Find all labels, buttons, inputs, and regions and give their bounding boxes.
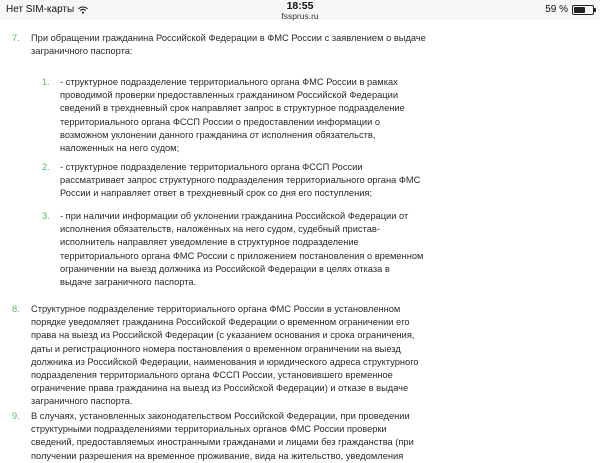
text-line: даты и регистрационного номера постановления о временном ограничении на выезд <box>31 343 401 354</box>
item-text <box>60 161 590 201</box>
text-line: исполнитель направляет уведомление в структурное подразделение <box>60 237 359 248</box>
item-number: 1. <box>42 77 50 87</box>
item-number: 3. <box>42 211 50 221</box>
status-right <box>545 4 594 15</box>
text-line: России и направляет ответ в трехдневный срок со дня его поступления; <box>60 188 373 199</box>
page-url[interactable]: fssprus.ru <box>281 11 319 21</box>
text-line: При обращении гражданина Российской Федерации в ФМС России с заявлением о выдаче <box>31 33 426 43</box>
text-line: ограничении на выезд должника из Российской Федерации в целях отказа в <box>60 263 390 274</box>
item-text <box>60 76 590 155</box>
text-line: наложенных на него судом; <box>60 143 180 154</box>
battery-icon <box>572 5 594 15</box>
text-line: территориального органа ФССП России о предоставлении информации о <box>60 116 381 127</box>
text-line: рассматривает запрос структурного подразделения территориального органа ФМС <box>60 175 421 186</box>
text-line: - при наличии информации об уклонении гражданина Российской Федерации от <box>60 211 409 221</box>
text-line: выдаче заграничного паспорта. <box>60 277 197 288</box>
text-line: заграничного паспорта. <box>31 396 133 407</box>
carrier-label: Нет SIM-карты <box>6 4 75 15</box>
text-line: - структурное подразделение территориального органа ФССП России <box>60 162 363 172</box>
item-number: 2. <box>42 162 50 172</box>
clock: 18:55 <box>286 0 314 12</box>
text-line: сведений, предоставляемых иностранными гражданами и лицами без гражданства (при <box>31 437 414 448</box>
text-line: проводимой проверки предоставленных гражданином Российской Федерации <box>60 90 399 101</box>
battery-percent: 59 % <box>545 4 568 15</box>
status-bar <box>0 0 600 20</box>
text-line: ограничение права гражданина на выезд из Российской Федерации) и отказе в выдаче <box>31 383 409 394</box>
text-line: подразделения территориального органа ФССП России, установившего временное <box>31 370 393 381</box>
text-line: исполнения обязательств, наложенных на него судом, судебный пристав- <box>60 224 380 235</box>
status-center <box>0 1 600 21</box>
item-text <box>31 32 591 58</box>
text-line: заграничного паспорта: <box>31 46 133 57</box>
text-line: структурными подразделениями территориальных органов ФМС России проверки <box>31 424 387 435</box>
text-line: должника из Российской Федерации, наименования и юридического адреса структурного <box>31 356 419 367</box>
item-text <box>60 210 590 289</box>
text-line: - структурное подразделение территориального органа ФМС России в рамках <box>60 77 398 87</box>
item-number: 9. <box>12 411 20 421</box>
text-line: сведений в трехдневный срок направляет запрос в структурное подразделение <box>60 103 405 114</box>
text-line: получении разрешения на временное проживание, вида на жительство, уведомления <box>31 450 404 461</box>
item-number: 7. <box>12 33 20 43</box>
text-line: территориального органа ФМС России с приложением постановления о временном <box>60 250 424 261</box>
text-line: права на выезд из Российской Федерации (с указанием основания и срока ограничения, <box>31 330 415 341</box>
item-text <box>31 303 591 409</box>
text-line: порядке уведомляет гражданина Российской Федерации о временном ограничении его <box>31 317 410 328</box>
item-text <box>31 410 591 463</box>
text-line: возможном уклонении данного гражданина от исполнения обязательств, <box>60 129 376 140</box>
text-line: Структурное подразделение территориального органа ФМС России в установленном <box>31 304 401 314</box>
item-number: 8. <box>12 304 20 314</box>
text-line: В случаях, установленных законодательством Российской Федерации, при проведении <box>31 411 410 421</box>
battery-fill <box>574 7 585 13</box>
